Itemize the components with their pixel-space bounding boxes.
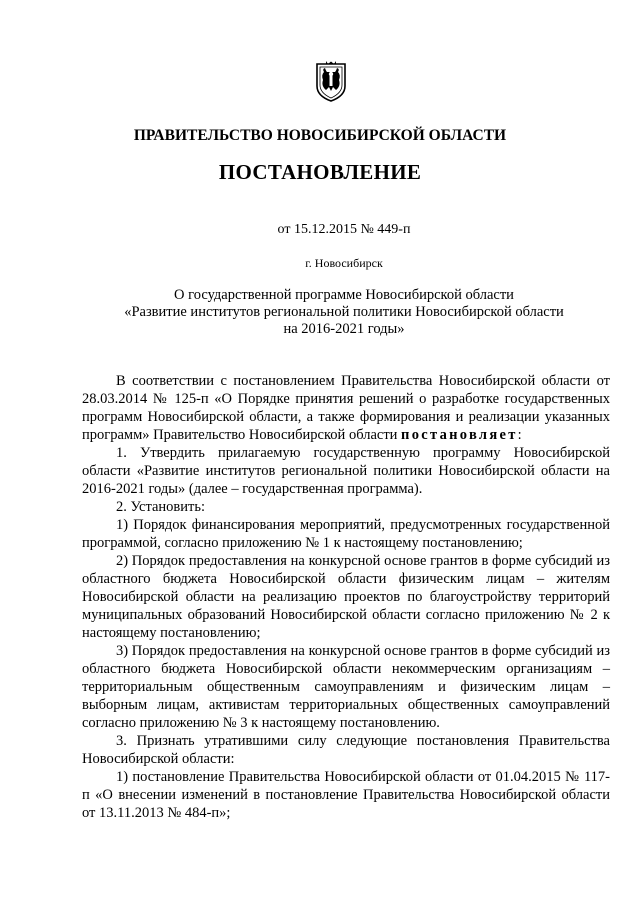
- clause-3: 3. Признать утратившими силу следующие постановления Правительства Новосибирской области:: [82, 733, 610, 767]
- resolves-colon: :: [517, 427, 522, 443]
- subject-line: «Развитие институтов региональной политики Новосибирской области: [124, 304, 564, 320]
- document-type-title: ПОСТАНОВЛЕНИЕ: [218, 160, 422, 184]
- subject-line: О государственной программе Новосибирской области: [174, 287, 514, 303]
- preamble-paragraph: [82, 372, 610, 444]
- document-body: [82, 372, 610, 822]
- resolves-word: постановляет: [401, 427, 518, 443]
- preamble-text: В соответствии с постановлением Правительства Новосибирской области от 28.03.2014 № 125-п «О Порядке принятия решений о разработке государственных программ Новосибирской области, а также формирования и реализации указанных программ» Правительство Новосибирской области: [82, 373, 610, 443]
- clause-2-1: 1) Порядок финансирования мероприятий, предусмотренных государственной программой, согласно приложению № 1 к настоящему постановлению;: [82, 517, 610, 551]
- clause-2: 2. Установить:: [116, 499, 206, 515]
- document-subject: [0, 287, 640, 338]
- date-and-number: от 15.12.2015 № 449-п: [277, 222, 411, 237]
- coat-of-arms-icon: [314, 60, 348, 102]
- city-line: г. Новосибирск: [305, 256, 383, 270]
- government-name: ПРАВИТЕЛЬСТВО НОВОСИБИРСКОЙ ОБЛАСТИ: [133, 127, 507, 144]
- clause-2-2: 2) Порядок предоставления на конкурсной основе грантов в форме субсидий из областного бюджета Новосибирской области физическим лицам – жителям Новосибирской области на реализацию проектов по благоустройству территорий муниципальных образований Новосибирской области согласно приложению № 2 к настоящему постановлению;: [82, 553, 610, 641]
- subject-line: на 2016-2021 годы»: [283, 321, 405, 337]
- clause-1: 1. Утвердить прилагаемую государственную программу Новосибирской области «Развитие институтов региональной политики Новосибирской области на 2016-2021 годы» (далее – государственная программа).: [82, 445, 610, 497]
- clause-3-1: 1) постановление Правительства Новосибирской области от 01.04.2015 № 117-п «О внесении изменений в постановление Правительства Новосибирской области от 13.11.2013 № 484-п»;: [82, 769, 610, 821]
- clause-2-3: 3) Порядок предоставления на конкурсной основе грантов в форме субсидий из областного бюджета Новосибирской области некоммерческим организациям – территориальным общественным самоуправлениям и физическим лицам – выборным лицам, активистам территориальных общественных самоуправлений согласно приложению № 3 к настоящему постановлению.: [82, 643, 610, 731]
